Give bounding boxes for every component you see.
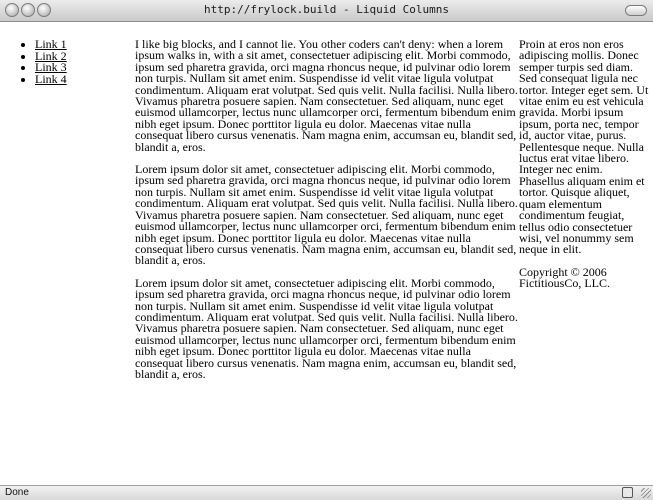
main-column (135, 39, 519, 391)
sidebar-column (519, 39, 649, 301)
page-content (0, 23, 653, 485)
main-paragraph-1: I like big blocks, and I cannot lie. You other coders can't deny: when a lorem ipsum walks in, with a sit amet, consectetuer adipiscing elit. Morbi commodo, ipsum sed pharetra gravida, orci magna rhoncus neque, id pulvinar odio lorem non turpis. Nullam sit amet enim. Suspendisse id velit vitae ligula volutpat condimentum. Aliquam erat volutpat. Sed quis velit. Nulla facilisi. Nulla libero. Vivamus pharetra posuere sapien. Nam consectetuer. Sed aliquam, nunc eget euismod ullamcorper, lectus nunc ullamcorper orci, fermentum bibendum enim nibh eget ipsum. Donec porttitor ligula eu dolor. Maecenas vitae nulla consequat libero cursus venenatis. Nam magna enim, accumsan eu, blandit sed, blandit a, eros. (135, 37, 518, 154)
resize-grip-icon[interactable] (641, 488, 651, 498)
main-paragraph-3: Lorem ipsum dolor sit amet, consectetuer adipiscing elit. Morbi commodo, ipsum sed pharetra gravida, orci magna rhoncus neque, id pulvinar odio lorem non turpis. Nullam sit amet enim. Suspendisse id velit vitae ligula volutpat condimentum. Aliquam erat volutpat. Sed quis velit. Nulla facilisi. Nulla libero. Vivamus pharetra posuere sapien. Nam consectetuer. Sed aliquam, nunc eget euismod ullamcorper, lectus nunc ullamcorper orci, fermentum bibendum enim nibh eget ipsum. Donec porttitor ligula eu dolor. Maecenas vitae nulla consequat libero cursus venenatis. Nam magna enim, accumsan eu, blandit sed, blandit a, eros. (135, 275, 518, 381)
nav-item (35, 71, 145, 86)
nav-link-4[interactable]: Link 4 (35, 71, 67, 86)
main-paragraph-2: Lorem ipsum dolor sit amet, consectetuer adipiscing elit. Morbi commodo, ipsum sed pharetra gravida, orci magna rhoncus neque, id pulvinar odio lorem non turpis. Nullam sit amet enim. Suspendisse id velit vitae ligula volutpat condimentum. Aliquam erat volutpat. Sed quis velit. Nulla facilisi. Nulla libero. Vivamus pharetra posuere sapien. Nam consectetuer. Sed aliquam, nunc eget euismod ullamcorper, lectus nunc ullamcorper orci, fermentum bibendum enim nibh eget ipsum. Donec porttitor ligula eu dolor. Maecenas vitae nulla consequat libero cursus venenatis. Nam magna enim, accumsan eu, blandit sed, blandit a, eros. (135, 162, 518, 268)
status-text: Done (5, 487, 29, 498)
nav-link-2[interactable]: Link 2 (35, 48, 67, 63)
status-bar (0, 485, 653, 500)
toolbar-pill-icon[interactable] (625, 5, 647, 16)
sidebar-text: Proin at eros non eros adipiscing mollis. Donec semper turpis sed diam. Sed consequat ligula nec tortor. Integer eget sem. Ut vitae enim eu est vehicula gravida. Morbi ipsum ipsum, porta nec, tempor id, auctor vitae, purus. Pellentesque neque. Nulla luctus erat vitae libero. Integer nec enim. Phasellus aliquam enim et tortor. Quisque aliquet, quam elementum condimentum feugiat, tellus odio consectetuer wisi, vel nonummy sem neque in elit. (519, 37, 649, 257)
window-titlebar (0, 0, 653, 22)
nav-link-3[interactable]: Link 3 (35, 60, 67, 75)
security-status-icon[interactable] (622, 487, 633, 498)
copyright-text: Copyright © 2006 FictitiousCo, LLC. (519, 264, 611, 291)
nav-link-1[interactable]: Link 1 (35, 37, 67, 51)
nav-list (20, 39, 145, 85)
window-title: http://frylock.build - Liquid Columns (203, 3, 450, 16)
